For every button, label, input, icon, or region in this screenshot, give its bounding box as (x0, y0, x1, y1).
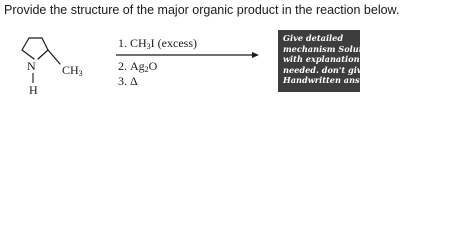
note-line-5: Handwritten answer (283, 75, 377, 86)
instruction-note (278, 30, 378, 92)
reagent-step-2: 2. $Ag_2O$ (118, 58, 158, 74)
note-line-2: mechanism Solution (283, 43, 378, 54)
methyl-group-label: $CH_3$ (62, 63, 83, 78)
reagent-step-3: 3. Δ (118, 74, 138, 88)
pyrrolidine-ring (22, 38, 48, 59)
methyl-bond (48, 50, 60, 64)
reaction-scheme (0, 0, 466, 112)
reagent-step-1: 1. $CH_3I$ (excess) (118, 36, 197, 51)
n-hydrogen-label: H (29, 83, 38, 97)
note-line-1: Give detailed (283, 33, 344, 43)
nitrogen-atom-label: N (27, 59, 36, 73)
note-line-4: needed. don't give (283, 64, 367, 75)
note-line-3: with explanation (283, 54, 360, 65)
question-text: Provide the structure of the major organic product in the reaction below. (4, 3, 400, 17)
reagent-list (118, 37, 197, 91)
